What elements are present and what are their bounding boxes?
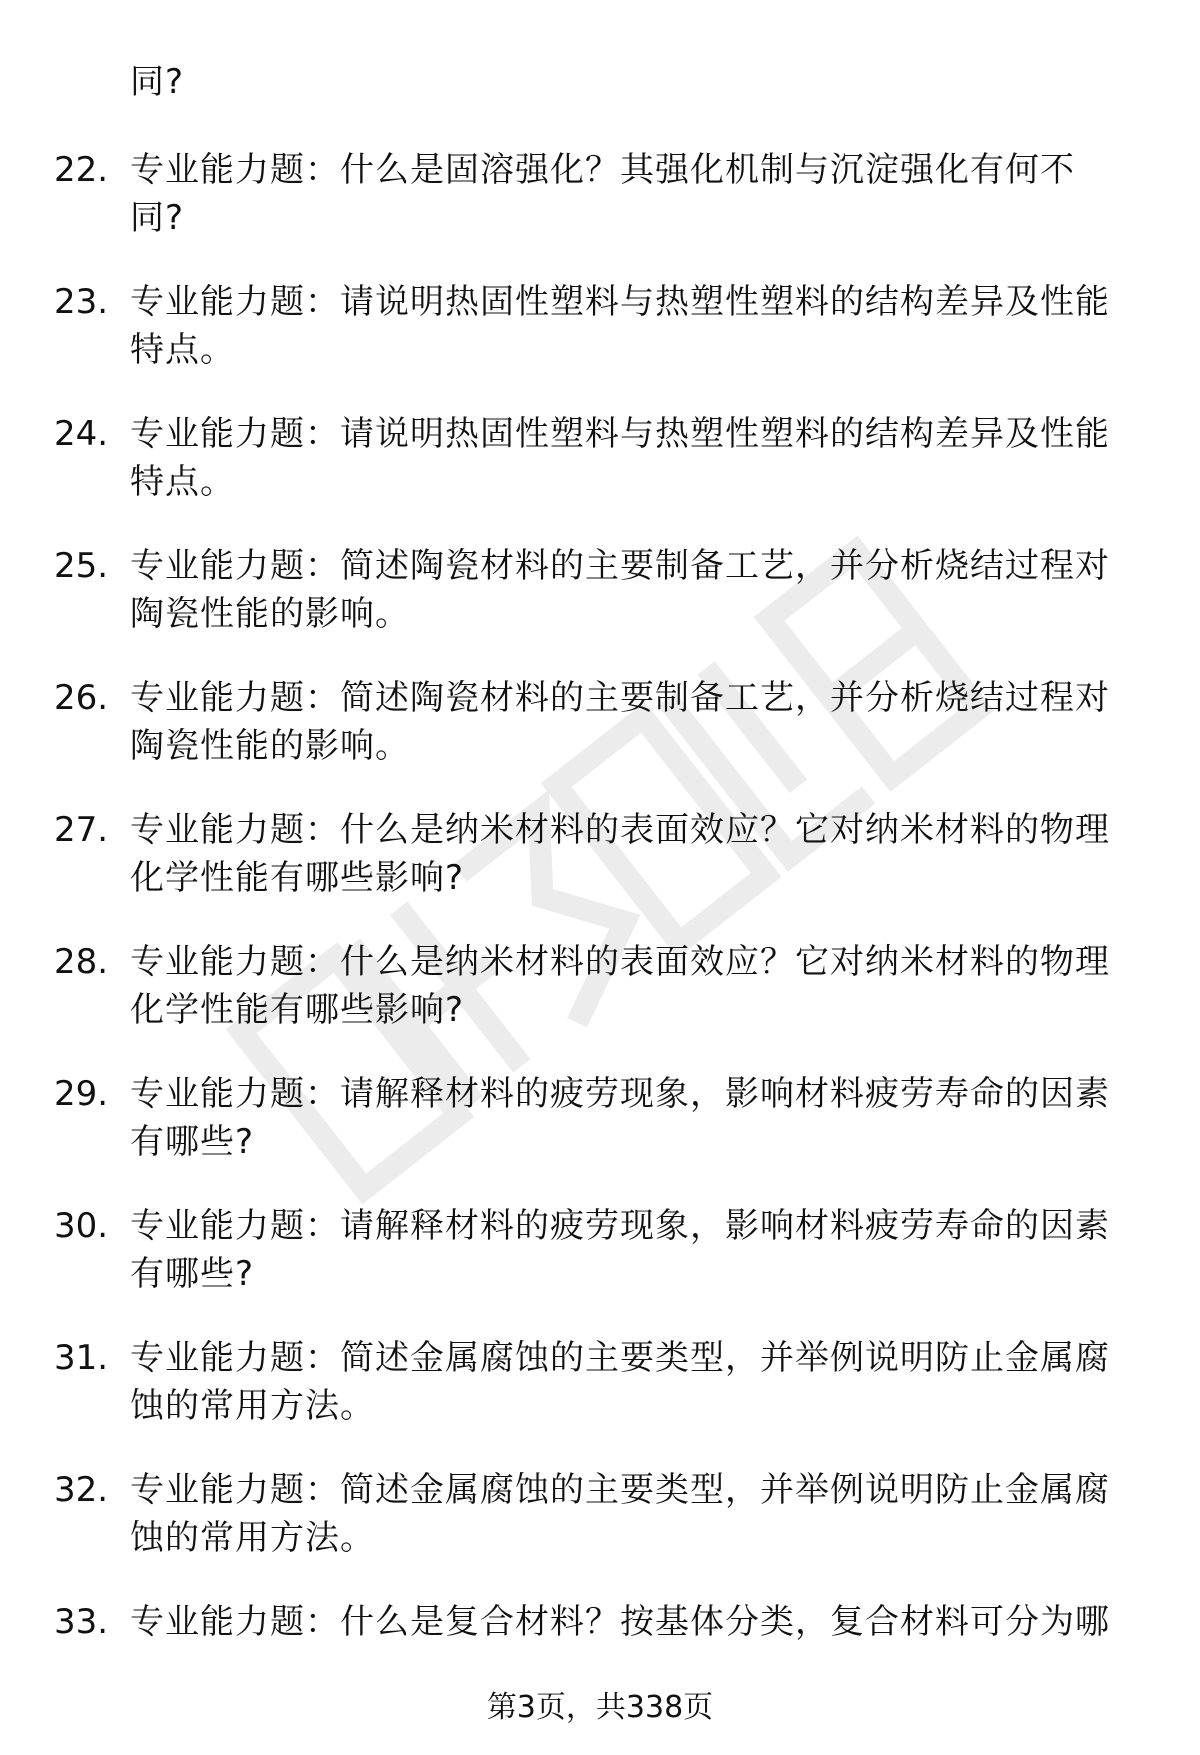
item-text	[130, 1334, 1140, 1430]
list-item	[0, 1202, 1200, 1334]
item-number: 25.	[54, 546, 109, 586]
item-number: 26.	[54, 678, 109, 718]
item-text-line: 专业能力题：简述陶瓷材料的主要制备工艺，并分析烧结过程对	[130, 678, 1110, 718]
list-item	[0, 938, 1200, 1070]
item-text	[130, 410, 1140, 506]
item-text-line: 同?	[130, 198, 185, 238]
item-number: 24.	[54, 414, 109, 454]
item-text	[130, 1598, 1140, 1646]
item-text-line: 化学性能有哪些影响?	[130, 990, 465, 1030]
item-text	[130, 938, 1140, 1034]
item-text	[130, 1070, 1140, 1166]
item-text-line: 专业能力题：什么是纳米材料的表面效应？它对纳米材料的物理	[130, 810, 1110, 850]
list-item	[0, 542, 1200, 674]
item-text	[130, 806, 1140, 902]
item-text-line: 有哪些?	[130, 1254, 255, 1294]
item-text-line: 陶瓷性能的影响。	[130, 726, 410, 766]
list-item	[0, 806, 1200, 938]
item-text-line: 陶瓷性能的影响。	[130, 594, 410, 634]
item-text	[130, 1202, 1140, 1298]
question-list	[0, 146, 1200, 1730]
list-item	[0, 1466, 1200, 1598]
item-number: 31.	[54, 1338, 109, 1378]
continued-line: 同?	[130, 62, 185, 102]
page-footer: 第3页，共338页	[486, 1690, 714, 1725]
item-text-line: 专业能力题：请解释材料的疲劳现象，影响材料疲劳寿命的因素	[130, 1206, 1110, 1246]
item-text-line: 特点。	[130, 330, 235, 370]
item-text-line: 专业能力题：简述金属腐蚀的主要类型，并举例说明防止金属腐	[130, 1338, 1110, 1378]
item-text	[130, 146, 1140, 242]
item-text-line: 专业能力题：简述陶瓷材料的主要制备工艺，并分析烧结过程对	[130, 546, 1110, 586]
item-text	[130, 542, 1140, 638]
item-text	[130, 674, 1140, 770]
item-text-line: 化学性能有哪些影响?	[130, 858, 465, 898]
list-item	[0, 278, 1200, 410]
list-item	[0, 1070, 1200, 1202]
item-text-line: 专业能力题：什么是复合材料？按基体分类，复合材料可分为哪	[130, 1602, 1110, 1642]
item-text-line: 有哪些?	[130, 1122, 255, 1162]
item-number: 28.	[54, 942, 109, 982]
item-text	[130, 278, 1140, 374]
item-number: 27.	[54, 810, 109, 850]
item-text-line: 蚀的常用方法。	[130, 1386, 375, 1426]
item-text	[130, 1466, 1140, 1562]
item-text-line: 蚀的常用方法。	[130, 1518, 375, 1558]
list-item	[0, 1334, 1200, 1466]
item-text-line: 专业能力题：请解释材料的疲劳现象，影响材料疲劳寿命的因素	[130, 1074, 1110, 1114]
item-text-line: 专业能力题：请说明热固性塑料与热塑性塑料的结构差异及性能	[130, 414, 1110, 454]
item-number: 32.	[54, 1470, 109, 1510]
list-item	[0, 674, 1200, 806]
item-text-line: 专业能力题：简述金属腐蚀的主要类型，并举例说明防止金属腐	[130, 1470, 1110, 1510]
item-text-line: 专业能力题：请说明热固性塑料与热塑性塑料的结构差异及性能	[130, 282, 1110, 322]
list-item	[0, 146, 1200, 278]
item-text-line: 专业能力题：什么是纳米材料的表面效应？它对纳米材料的物理	[130, 942, 1110, 982]
item-number: 23.	[54, 282, 109, 322]
item-text-line: 专业能力题：什么是固溶强化？其强化机制与沉淀强化有何不	[130, 150, 1075, 190]
item-text-line: 特点。	[130, 462, 235, 502]
item-number: 29.	[54, 1074, 109, 1114]
item-number: 33.	[54, 1602, 109, 1642]
list-item	[0, 410, 1200, 542]
item-number: 22.	[54, 150, 109, 190]
item-number: 30.	[54, 1206, 109, 1246]
